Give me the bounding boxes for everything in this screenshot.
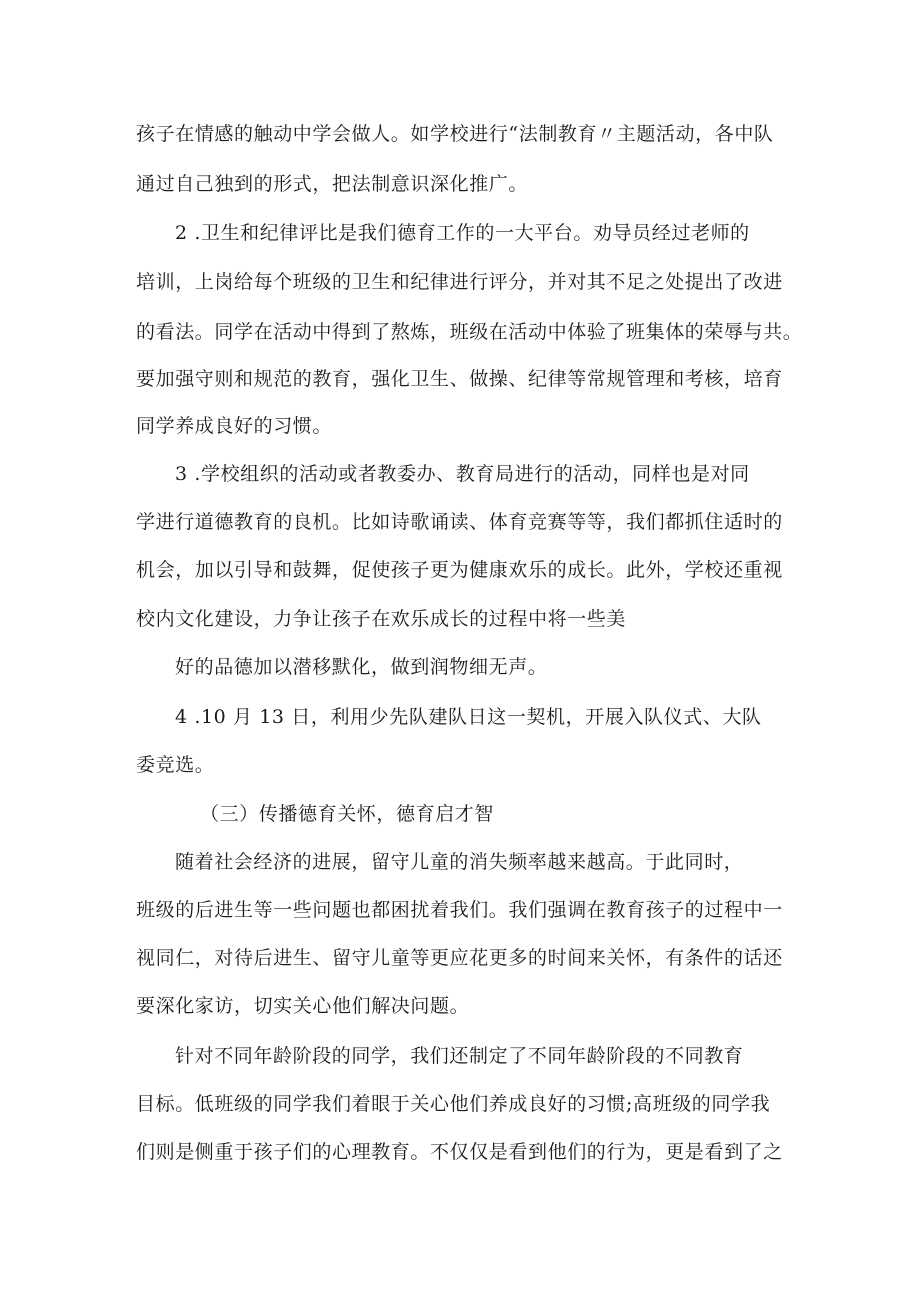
text-line: 通过自己独到的形式，把法制意识深化推广。 [136, 173, 529, 195]
text-line: 的看法。同学在活动中得到了熬炼，班级在活动中体验了班集体的荣辱与共。 [136, 321, 803, 343]
text-line: 视同仁，对待后进生、留守儿童等更应花更多的时间来关怀，有条件的话还 [136, 947, 783, 969]
text-line: 针对不同年龄阶段的同学，我们还制定了不同年龄阶段的不同教育 [175, 1045, 744, 1067]
text-line: 好的品德加以潜移默化，做到润物细无声。 [175, 656, 548, 678]
text-line: 学进行道德教育的良机。比如诗歌诵读、体育竞赛等等，我们都抓住适时的 [136, 511, 783, 533]
text-line: 同学养成良好的习惯。 [136, 415, 333, 437]
text-line: 2 .卫生和纪律评比是我们德育工作的一大平台。劝导员经过老师的 [175, 222, 750, 244]
text-line: 3 .学校组织的活动或者教委办、教育局进行的活动，同样也是对同 [175, 463, 750, 485]
text-line: 们则是侧重于孩子们的心理教育。不仅仅是看到他们的行为，更是看到了之 [136, 1141, 783, 1163]
text-line: 班级的后进生等一些问题也都困扰着我们。我们强调在教育孩子的过程中一 [136, 899, 783, 921]
text-line: 4 .10 月 13 日，利用少先队建队日这一契机，开展入队仪式、大队 [175, 706, 762, 728]
text-line: 培训，上岗给每个班级的卫生和纪律进行评分，并对其不足之处提出了改进 [136, 271, 783, 293]
text-line: 目标。低班级的同学我们着眼于关心他们养成良好的习惯;高班级的同学我 [136, 1093, 771, 1115]
text-line: 要深化家访，切实关心他们解决问题。 [136, 995, 470, 1017]
text-line: 委竞选。 [136, 754, 215, 776]
text-line: 随着社会经济的进展，留守儿童的消失频率越来越高。于此同时， [175, 851, 744, 873]
text-line: 要加强守则和规范的教育，强化卫生、做操、纪律等常规管理和考核，培育 [136, 368, 783, 390]
text-line: 孩子在情感的触动中学会做人。如学校进行“法制教育〃主题活动，各中队 [136, 123, 774, 145]
section-heading: （三）传播德育关怀，德育启才智 [200, 803, 495, 825]
text-line: 校内文化建设，力争让孩子在欢乐成长的过程中将一些美 [136, 608, 627, 630]
text-line: 机会，加以引导和鼓舞，促使孩子更为健康欢乐的成长。此外，学校还重视 [136, 559, 783, 581]
